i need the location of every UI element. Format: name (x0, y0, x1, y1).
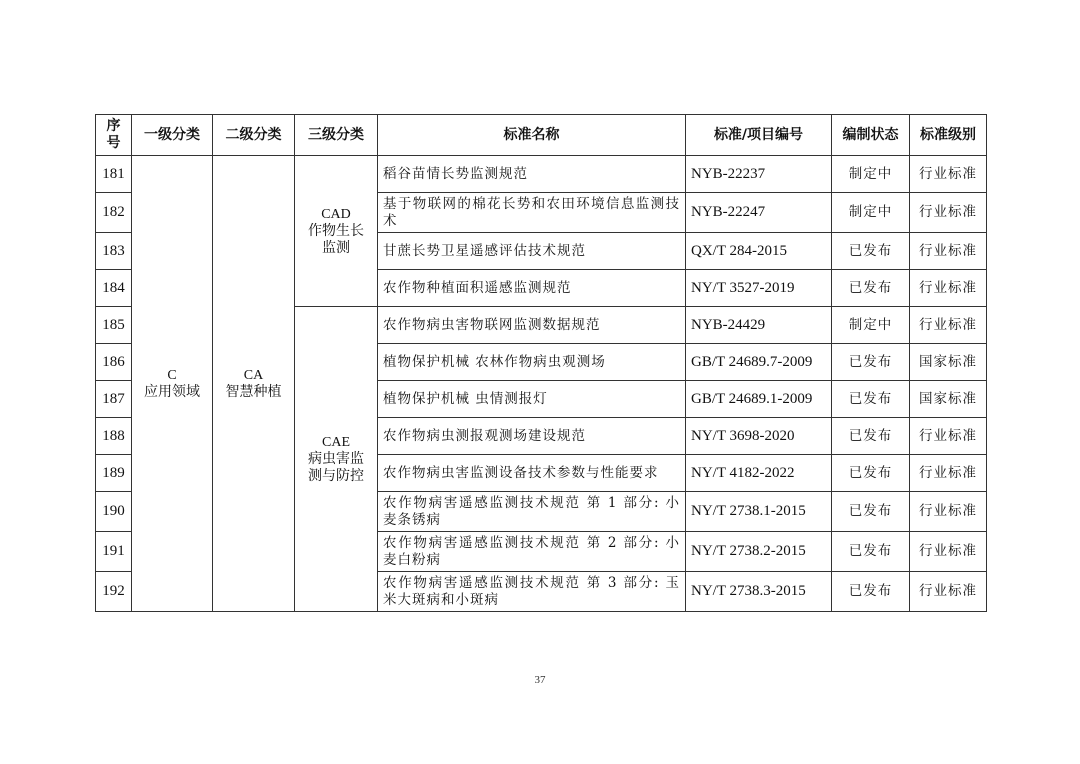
level-text: 国家标准 (910, 381, 987, 418)
level1-code: C (167, 367, 177, 383)
header-code: 标准/项目编号 (686, 115, 832, 156)
standard-name: 植物保护机械 农林作物病虫观测场 (378, 344, 686, 381)
header-seq: 序号 (96, 115, 132, 156)
page-number: 37 (534, 674, 546, 686)
level2-category-cell (213, 156, 295, 612)
status-text: 已发布 (832, 532, 910, 572)
status-text: 已发布 (832, 233, 910, 270)
level-text: 行业标准 (910, 572, 987, 612)
level-text: 行业标准 (910, 193, 987, 233)
standard-code: GB/T 24689.1-2009 (686, 381, 832, 418)
status-text: 制定中 (832, 193, 910, 233)
standard-code: NY/T 3698-2020 (686, 418, 832, 455)
header-status: 编制状态 (832, 115, 910, 156)
status-text: 已发布 (832, 344, 910, 381)
standard-name: 农作物病虫害监测设备技术参数与性能要求 (378, 455, 686, 492)
level-text: 行业标准 (910, 307, 987, 344)
status-text: 制定中 (832, 156, 910, 193)
row-number: 192 (96, 572, 132, 612)
standard-name: 农作物病害遥感监测技术规范 第 3 部分: 玉米大斑病和小斑病 (378, 572, 686, 612)
header-name: 标准名称 (378, 115, 686, 156)
standard-name: 农作物病虫测报观测场建设规范 (378, 418, 686, 455)
row-number: 190 (96, 492, 132, 532)
level-text: 行业标准 (910, 418, 987, 455)
level3-name: 作物生长监测 (308, 222, 364, 256)
standard-code: GB/T 24689.7-2009 (686, 344, 832, 381)
level1-name: 应用领域 (144, 383, 200, 400)
row-number: 191 (96, 532, 132, 572)
standard-code: NYB-22247 (686, 193, 832, 233)
level3-code: CAD (321, 206, 351, 222)
row-number: 188 (96, 418, 132, 455)
row-number: 184 (96, 270, 132, 307)
row-number: 181 (96, 156, 132, 193)
standard-code: NYB-24429 (686, 307, 832, 344)
level3-category-cae (295, 307, 378, 612)
standard-name: 甘蔗长势卫星遥感评估技术规范 (378, 233, 686, 270)
standard-name: 农作物种植面积遥感监测规范 (378, 270, 686, 307)
level-text: 行业标准 (910, 233, 987, 270)
header-row (96, 115, 987, 156)
row-number: 182 (96, 193, 132, 233)
level-text: 行业标准 (910, 532, 987, 572)
standard-code: NY/T 3527-2019 (686, 270, 832, 307)
row-number: 186 (96, 344, 132, 381)
table-row (96, 156, 987, 193)
standard-code: NYB-22237 (686, 156, 832, 193)
standard-code: NY/T 2738.2-2015 (686, 532, 832, 572)
header-level2: 二级分类 (213, 115, 295, 156)
level3-name: 病虫害监测与防控 (308, 450, 364, 484)
standard-code: NY/T 2738.1-2015 (686, 492, 832, 532)
standard-name: 农作物病虫害物联网监测数据规范 (378, 307, 686, 344)
level2-code: CA (243, 367, 264, 383)
status-text: 已发布 (832, 492, 910, 532)
standard-code: NY/T 4182-2022 (686, 455, 832, 492)
status-text: 已发布 (832, 572, 910, 612)
status-text: 已发布 (832, 455, 910, 492)
standard-name: 植物保护机械 虫情测报灯 (378, 381, 686, 418)
header-level1: 一级分类 (132, 115, 213, 156)
level3-code: CAE (322, 434, 350, 450)
level3-category-cad (295, 156, 378, 307)
row-number: 189 (96, 455, 132, 492)
standard-name: 农作物病害遥感监测技术规范 第 2 部分: 小麦白粉病 (378, 532, 686, 572)
standard-name: 农作物病害遥感监测技术规范 第 1 部分: 小麦条锈病 (378, 492, 686, 532)
row-number: 183 (96, 233, 132, 270)
status-text: 已发布 (832, 270, 910, 307)
level-text: 国家标准 (910, 344, 987, 381)
level-text: 行业标准 (910, 156, 987, 193)
standard-code: NY/T 2738.3-2015 (686, 572, 832, 612)
standard-code: QX/T 284-2015 (686, 233, 832, 270)
standard-name: 基于物联网的棉花长势和农田环境信息监测技术 (378, 193, 686, 233)
status-text: 制定中 (832, 307, 910, 344)
row-number: 185 (96, 307, 132, 344)
level1-category-cell (132, 156, 213, 612)
level-text: 行业标准 (910, 270, 987, 307)
level-text: 行业标准 (910, 492, 987, 532)
standards-table (95, 114, 987, 612)
status-text: 已发布 (832, 381, 910, 418)
level2-name: 智慧种植 (225, 383, 282, 400)
standard-name: 稻谷苗情长势监测规范 (378, 156, 686, 193)
row-number: 187 (96, 381, 132, 418)
header-level: 标准级别 (910, 115, 987, 156)
header-level3: 三级分类 (295, 115, 378, 156)
level-text: 行业标准 (910, 455, 987, 492)
status-text: 已发布 (832, 418, 910, 455)
